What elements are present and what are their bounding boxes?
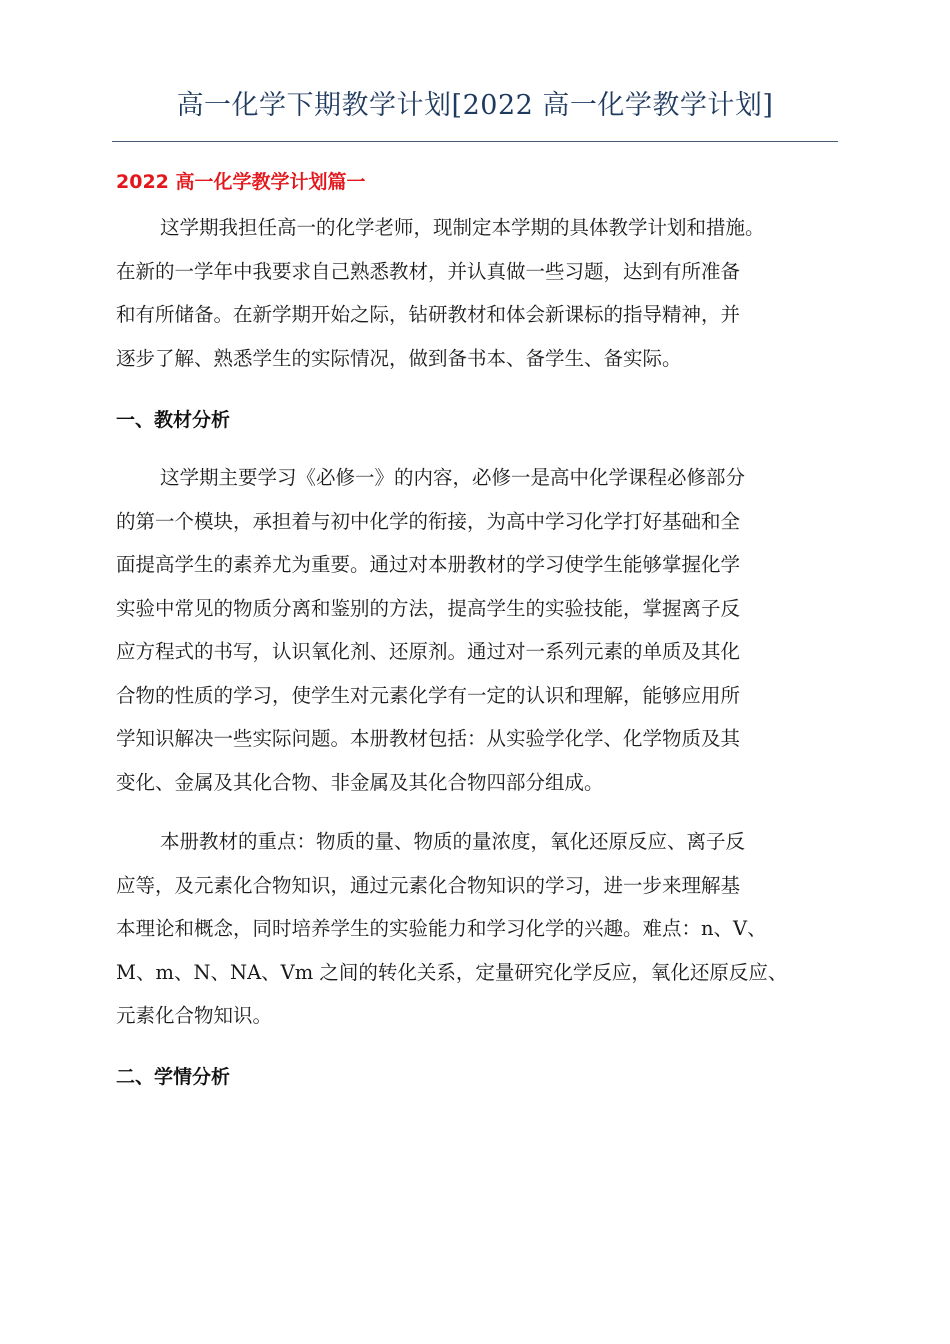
paragraph-line: M、m、N、NA、Vm 之间的转化关系，定量研究化学反应，氧化还原反应、 — [116, 960, 788, 984]
paragraph-line: 这学期主要学习《必修一》的内容，必修一是高中化学课程必修部分 — [160, 466, 746, 489]
intro-line: 逐步了解、熟悉学生的实际情况，做到备书本、备学生、备实际。 — [116, 346, 682, 370]
section-title: 2022 高一化学教学计划篇一 — [116, 171, 366, 193]
paragraph-line: 元素化合物知识。 — [116, 1004, 273, 1027]
title-divider — [112, 141, 838, 142]
intro-paragraph — [116, 206, 838, 380]
intro-line: 这学期我担任高一的化学老师，现制定本学期的具体教学计划和措施。 — [160, 216, 765, 239]
key-points-paragraph — [116, 820, 838, 1038]
heading-textbook-analysis: 一、教材分析 — [116, 409, 231, 431]
intro-line: 和有所储备。在新学期开始之际，钻研教材和体会新课标的指导精神，并 — [116, 303, 741, 326]
paragraph-line: 应方程式的书写，认识氧化剂、还原剂。通过对一系列元素的单质及其化 — [116, 640, 741, 663]
document-title: 高一化学下期教学计划[2022 高一化学教学计划] — [176, 90, 774, 121]
paragraph-line: 面提高学生的素养尤为重要。通过对本册教材的学习使学生能够掌握化学 — [116, 553, 741, 576]
heading-student-analysis: 二、学情分析 — [116, 1066, 231, 1088]
paragraph-line: 本册教材的重点：物质的量、物质的量浓度，氧化还原反应、离子反 — [160, 830, 746, 853]
paragraph-line: 应等，及元素化合物知识，通过元素化合物知识的学习，进一步来理解基 — [116, 873, 741, 897]
paragraph-line: 合物的性质的学习，使学生对元素化学有一定的认识和理解，能够应用所 — [116, 683, 741, 707]
paragraph-line: 的第一个模块，承担着与初中化学的衔接，为高中学习化学打好基础和全 — [116, 509, 741, 533]
paragraph-line: 实验中常见的物质分离和鉴别的方法，提高学生的实验技能，掌握离子反 — [116, 596, 741, 620]
paragraph-line: 学知识解决一些实际问题。本册教材包括：从实验学化学、化学物质及其 — [116, 727, 741, 750]
paragraph-line: 本理论和概念，同时培养学生的实验能力和学习化学的兴趣。难点：n、V、 — [116, 917, 767, 940]
intro-line: 在新的一学年中我要求自己熟悉教材，并认真做一些习题，达到有所准备 — [116, 259, 741, 283]
textbook-analysis-paragraph — [116, 456, 838, 804]
paragraph-line: 变化、金属及其化合物、非金属及其化合物四部分组成。 — [116, 770, 604, 794]
